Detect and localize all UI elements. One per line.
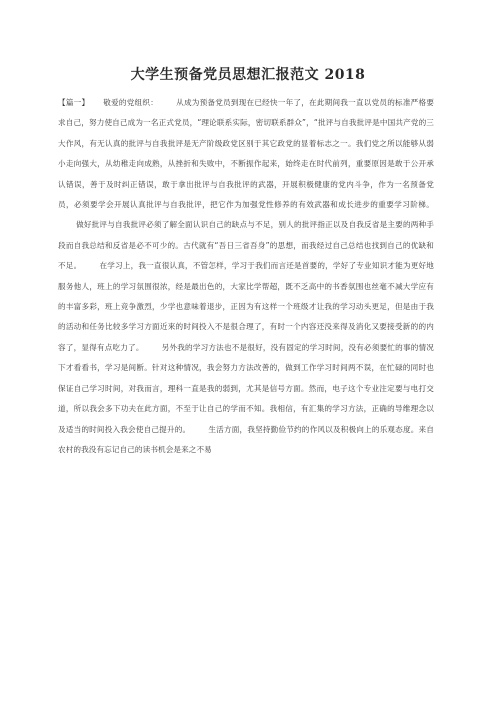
document-body <box>58 93 434 460</box>
paragraph-3: 在学习上，我一直很认真，不管怎样，学习于我们而言还是首要的，学好了专业知识才能为更好地服务他人，班上的学习氛围很浓，经是最出色的，大家比学帮超，既不乏高中的书香氛围也丝毫不减大学应有的丰富多彩，班上竞争激烈，少学也意味着退步，正因为有这样一个班级才让我的学习动头更足，但是由于我的活动和任务比较多学习方面近來的时间投入不是很合理了，有时一个内容还没来得及消化又要接受新的的内容了，显得有点吃力了。 <box>58 261 434 352</box>
salutation: 敬爱的党组织： <box>103 98 159 107</box>
paragraph-1: 从成为预备党员到现在已经快一年了，在此期间我一直以党员的标准严格要求自己，努力使自己成为一名正式党员，“理论联系实际，密切联系群众”，“批评与自我批评是中国共产党的三大作风，有无认真的批评与自我批评是无产阶级政党区别于其它政党的显着标志之一。我们党之所以能够从弱小走向强大，从幼稚走向成熟，从挫折和失败中，不断振作起来，始终走在时代前列，重要原因是敢于公开承认错误，善于及时纠正错误，敢于拿出批评与自我批评的武器，开展积极健康的党内斗争，作为一名预备党员，必须要学会开展认真批评与自我批评，把它作为加强党性修养的有效武器和成长进步的重要学习阶梯。 <box>58 98 435 210</box>
document-title: 大学生预备党员思想汇报范文 2018 <box>130 67 366 83</box>
paragraph-4: 另外我的学习方法也不是很好，没有固定的学习时间，没有必须要忙的事的情况下才看看书，学习是间断。针对这种情况，我会努力方法改善的，做到工作学习时间两不误，在忙碌的同时也保证自己学习时间，对我而言，理科一直是我的弱到，尤其是信号方面。然而，电子这个专业注定要与电打交道，所以我会多下功夫在此方面，不至于让自己的学而不知。我相信，有汇集的学习方法，正确的导维理念以及适当的时间投入我会使自己提升的。 <box>58 342 434 434</box>
paragraph-5: 生活方面，我坚持勤俭节约的作风以及积极向上的乐观态度。来自农村的我没有忘记自己的读书机会是来之不易 <box>58 424 434 454</box>
section-label: 【篇一】 <box>58 98 90 107</box>
paragraph-2: 做好批评与自我批评必须了解全面认识自己的缺点与不足，别人的批评指正以及自我反省是主要的两种手段而自我总结和反省是必不可少的。古代就有“吾日三省吾身”的思想，而我经过自己总结也找到自己的优缺和不足。 <box>58 220 434 271</box>
